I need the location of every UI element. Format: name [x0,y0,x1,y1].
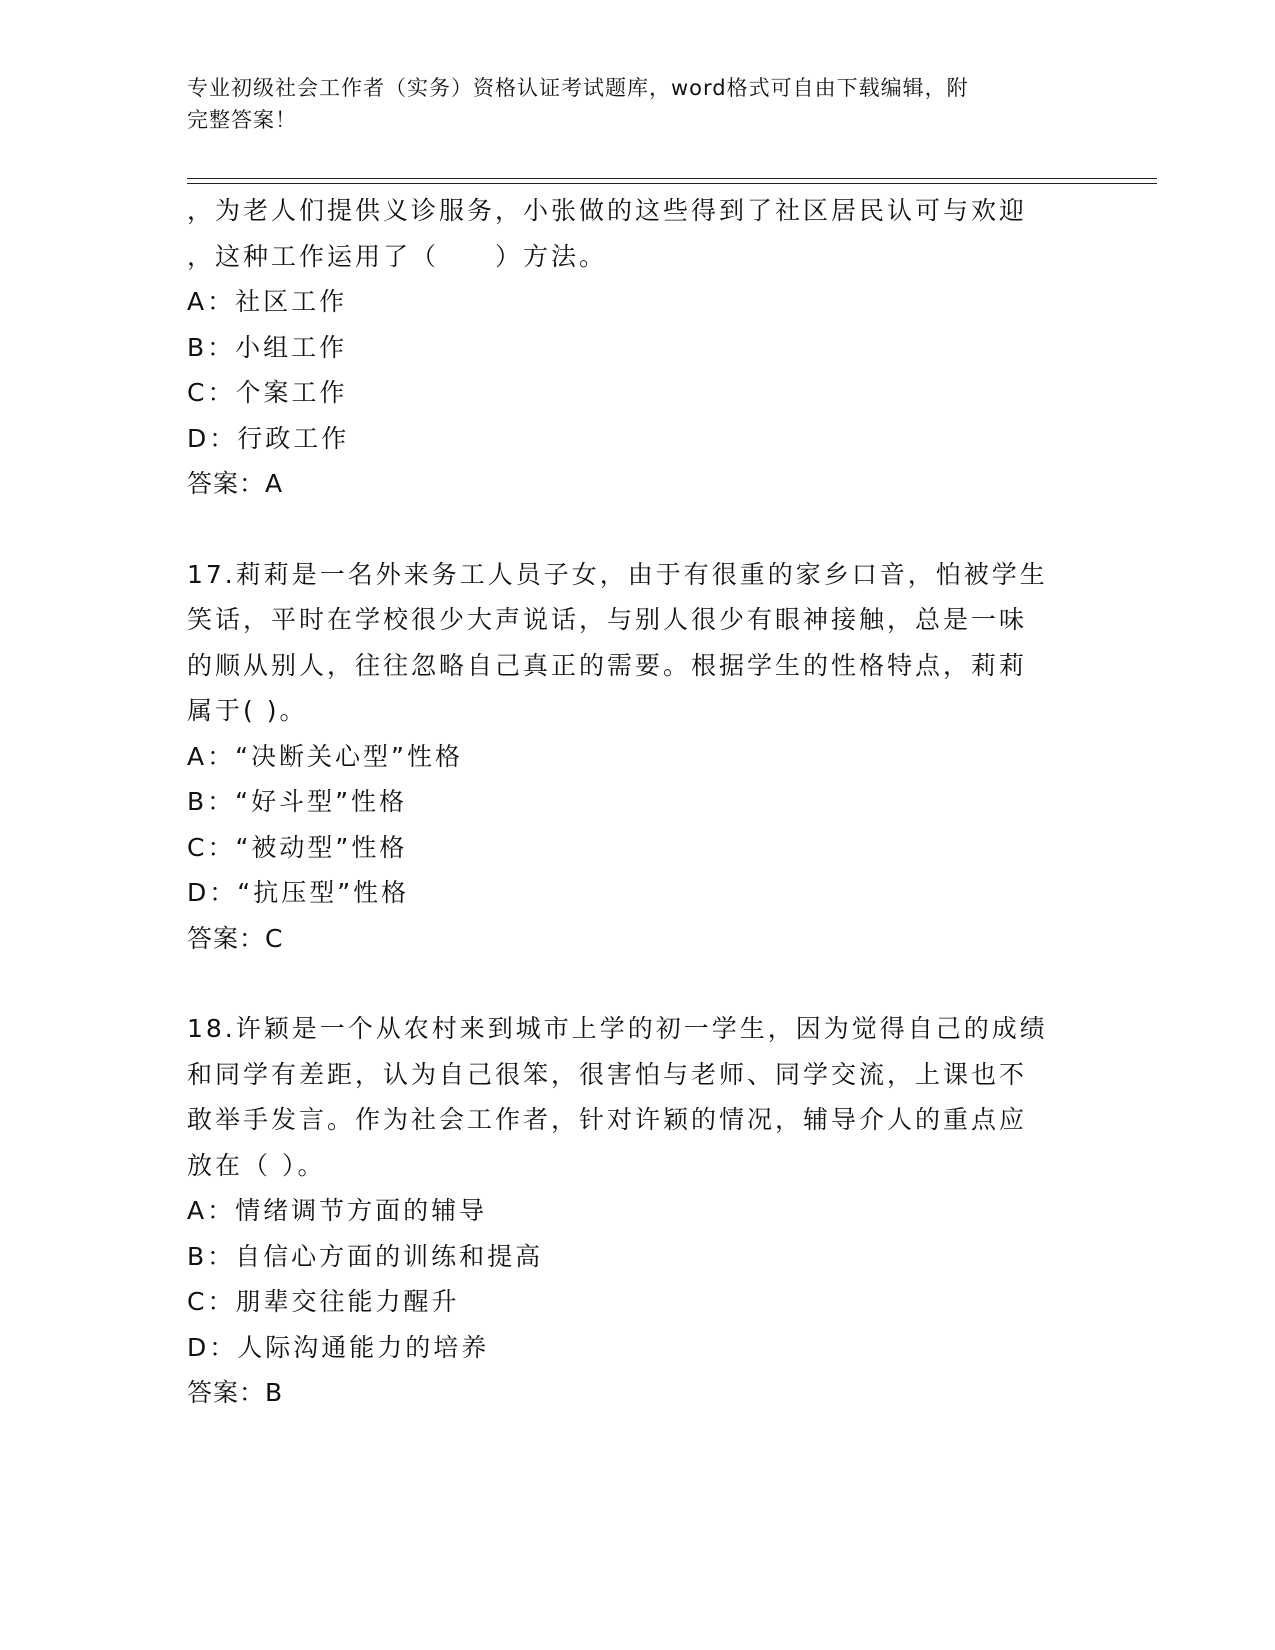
option-c: C：朋辈交往能力醒升 [187,1287,460,1316]
header-divider-bottom [187,183,1157,184]
question-stem-line: 敢举手发言。作为社会工作者，针对许颖的情况，辅导介人的重点应 [187,1105,1028,1134]
option-a: A：情绪调节方面的辅导 [187,1196,488,1225]
question-list [187,188,1087,1416]
header-line-1: 专业初级社会工作者（实务）资格认证考试题库，word格式可自由下载编辑，附 [187,76,969,100]
question-18 [187,1006,1087,1416]
option-a: A：“决断关心型”性格 [187,741,464,771]
question-stem-line: ，这种工作运用了（ ）方法。 [187,241,608,271]
answer-text: 答案：C [187,923,284,953]
option-b: B：自信心方面的训练和提高 [187,1241,544,1271]
header-divider-top [187,178,1157,179]
question-stem-line: 的顺从别人，往往忽略自己真正的需要。根据学生的性格特点，莉莉 [187,650,1028,680]
question-spacer [187,507,1087,552]
page-header [187,72,1067,136]
option-d: D：行政工作 [187,423,350,453]
question-stem-line: ，为老人们提供义诊服务，小张做的这些得到了社区居民认可与欢迎 [187,196,1028,225]
option-c: C：个案工作 [187,378,348,407]
header-line-2: 完整答案！ [187,108,297,132]
option-a: A：社区工作 [187,287,348,316]
question-spacer [187,961,1087,1006]
question-stem-line: 18.许颖是一个从农村来到城市上学的初一学生，因为觉得自己的成绩 [187,1014,1048,1043]
question-stem-line: 和同学有差距，认为自己很笨，很害怕与老师、同学交流，上课也不 [187,1059,1028,1089]
option-d: D：“抗压型”性格 [187,878,410,907]
option-b: B：“好斗型”性格 [187,787,408,816]
answer-text: 答案：B [187,1378,284,1407]
option-d: D：人际沟通能力的培养 [187,1332,490,1362]
question-stem-line: 属于( )。 [187,696,308,725]
question-stem-line: 放在（ ）。 [187,1150,326,1180]
answer-text: 答案：A [187,469,284,498]
question-17 [187,552,1087,962]
option-b: B：小组工作 [187,332,348,362]
question-stem-line: 笑话，平时在学校很少大声说话，与别人很少有眼神接触，总是一味 [187,605,1028,634]
option-c: C：“被动型”性格 [187,832,408,862]
question-stem-line: 17.莉莉是一名外来务工人员子女，由于有很重的家乡口音，怕被学生 [187,559,1048,589]
question-16 [187,188,1087,507]
